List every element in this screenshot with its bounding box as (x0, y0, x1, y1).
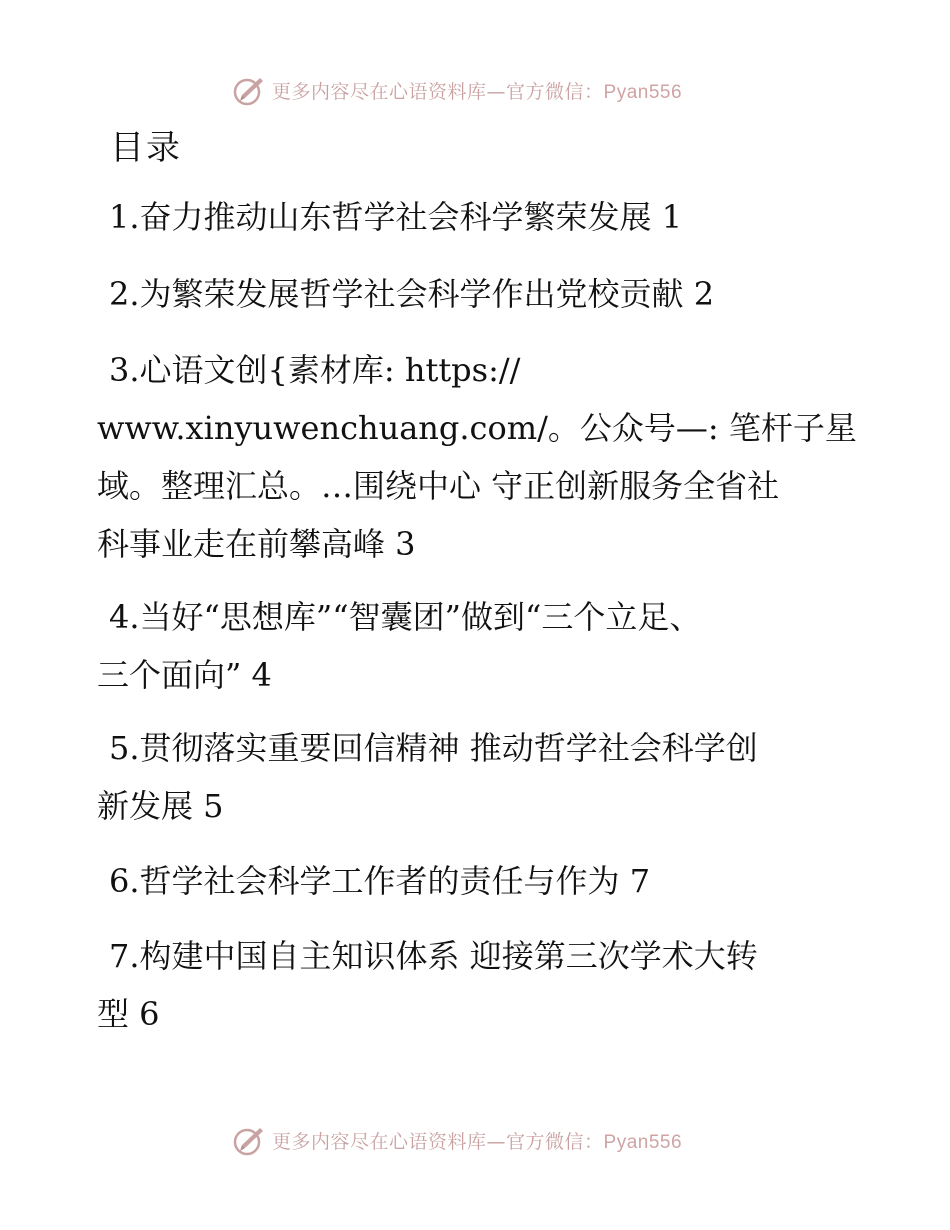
toc-entry-line: www.xinyuwenchuang.com/。公众号—: 笔杆子星 (97, 409, 857, 447)
toc-entry-line: 域。整理汇总。…围绕中心 守正创新服务全省社 (97, 467, 780, 505)
toc-entry-line: 科事业走在前攀高峰 3 (97, 525, 416, 563)
toc-entry-6[interactable] (97, 852, 842, 910)
banner-wechat-id: Pyan556 (603, 81, 683, 103)
toc-entry-line: 1.奋力推动山东哲学社会科学繁荣发展 1 (109, 198, 683, 236)
pen-logo-icon (232, 73, 266, 107)
toc-entry-3[interactable] (97, 341, 857, 573)
toc-entry-line: 5.贯彻落实重要回信精神 推动哲学社会科学创 (109, 729, 758, 767)
toc-entry-line: 新发展 5 (97, 787, 224, 825)
banner-label: 更多内容尽在心语资料库—官方微信： (272, 1130, 604, 1153)
toc-entry-4[interactable] (97, 588, 842, 704)
toc-title: 目录 (110, 128, 182, 168)
banner-wechat-id: Pyan556 (603, 1131, 683, 1153)
banner-content (232, 1120, 682, 1160)
pen-logo-icon (232, 1123, 266, 1157)
toc-entry-1[interactable] (97, 188, 842, 246)
toc-entry-line: 型 6 (97, 995, 160, 1033)
toc-entry-line: 3.心语文创{素材库: https:// (109, 351, 521, 389)
banner-text (272, 77, 682, 104)
toc-entry-line: 6.哲学社会科学工作者的责任与作为 7 (109, 862, 651, 900)
toc-entry-7[interactable] (97, 927, 842, 1043)
banner-label: 更多内容尽在心语资料库—官方微信： (272, 80, 604, 103)
footer-banner (0, 1120, 950, 1160)
banner-content (232, 70, 682, 110)
toc-entry-line: 2.为繁荣发展哲学社会科学作出党校贡献 2 (109, 275, 715, 313)
toc-entry-5[interactable] (97, 719, 842, 835)
banner-text (272, 1127, 682, 1154)
toc-entry-line: 7.构建中国自主知识体系 迎接第三次学术大转 (109, 937, 758, 975)
toc-entry-line: 三个面向” 4 (97, 656, 272, 694)
header-banner (0, 70, 950, 110)
toc-entry-line: 4.当好“思想库”“智囊团”做到“三个立足、 (109, 598, 702, 636)
toc-entry-2[interactable] (97, 265, 842, 323)
